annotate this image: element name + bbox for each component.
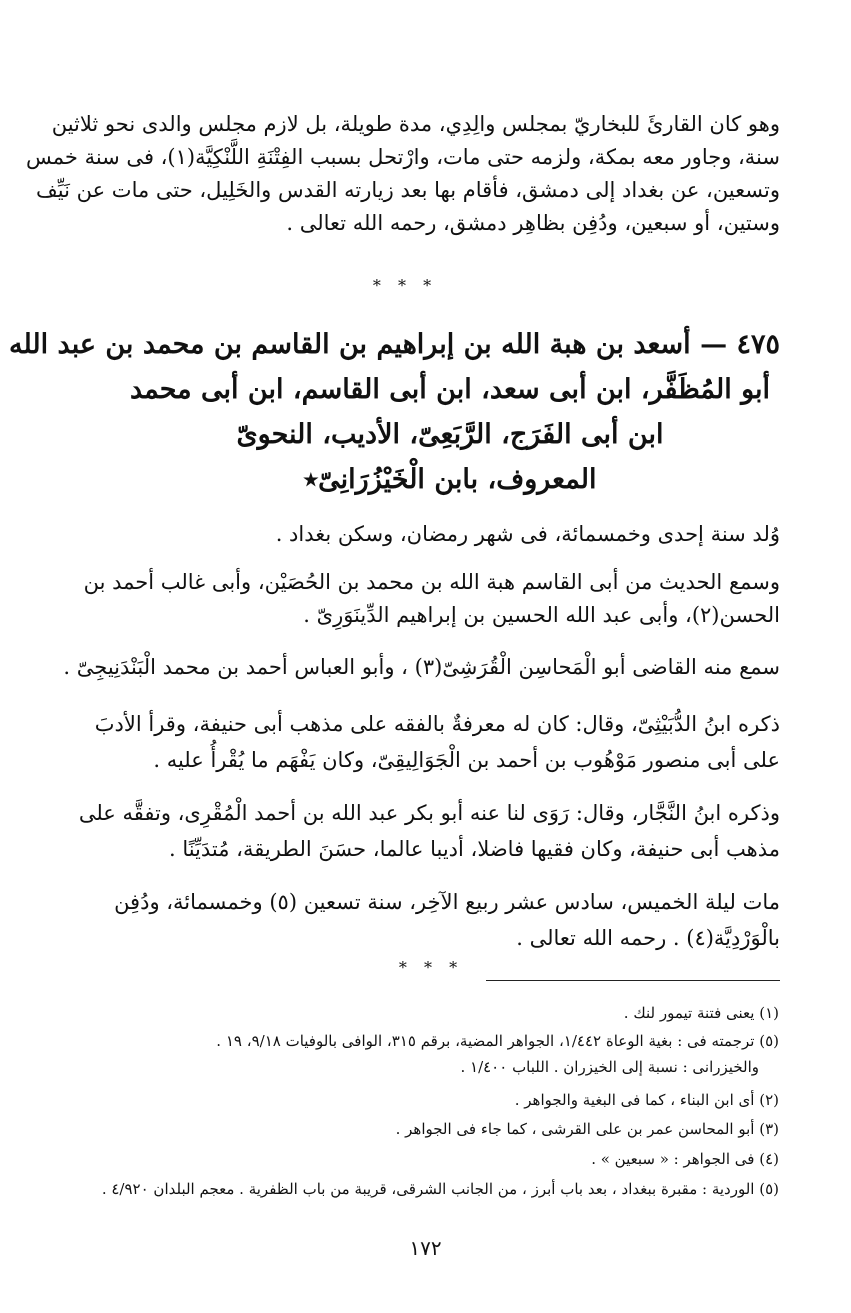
paragraph-birth (80, 518, 780, 551)
footnote: (٥) الوردية : مقبرة ببغداد ، بعد باب أبرز ، من الجانب الشرقى، قريبة من باب الظفرية . معجم البلدان ٤/٩٢٠ . (101, 1180, 779, 1198)
paragraph-hadith (80, 566, 780, 632)
text-line: على أبى منصور مَوْهُوب بن أحمد بن الْجَوَالِيقِىّ، وكان يَفْهَم ما يُقْرأُ عليه . (153, 748, 780, 772)
paragraph-continuation (26, 108, 780, 240)
page-number: ١٧٢ (409, 1236, 442, 1260)
text-line: وتسعين، عن بغداد إلى دمشق، فأقام بها بعد زيارته القدس والخَلِيل، حتى مات عن نَيِّف (36, 178, 780, 202)
footnote: (٣) أبو المحاسن عمر بن على القرشى ، كما جاء فى الجواهر . (395, 1120, 779, 1138)
footnote: (٢) أى ابن البناء ، كما فى البغية والجواهر . (514, 1091, 779, 1109)
text-line: وذكره ابنُ النَّجَّار، وقال: رَوَى لنا عنه أبو بكر عبد الله بن أحمد الْمُقْرِى، وتفقَّه على (78, 801, 780, 825)
footnote: (٥) ترجمته فى : بغية الوعاة ١/٤٤٢، الجواهر المضية، برقم ٣١٥، الوافى بالوفيات ٩/١٨، ١٩ . (216, 1032, 779, 1050)
footnote: (٤) فى الجواهر : « سبعين » . (591, 1150, 779, 1168)
entry-heading-line: أبو المُظَفَّر، ابن أبى سعد، ابن أبى القاسم، ابن أبى محمد (129, 374, 771, 405)
entry-heading-line: ابن أبى الفَرَج، الرَّبَعِىّ، الأديب، النحوىّ (236, 419, 664, 450)
section-separator: * * * (398, 958, 464, 977)
footnote-rule (486, 980, 780, 981)
footnote: (١) يعنى فتنة تيمور لنك . (623, 1004, 779, 1022)
text-line: مات ليلة الخميس، سادس عشر ربيع الآخِر، سنة تسعين (٥) وخمسمائة، ودُفِن (114, 890, 780, 914)
entry-heading-line: المعروف، بابن الْخَيْزُرَانِىّ٭ (303, 464, 597, 495)
text-line: سمع منه القاضى أبو الْمَحاسِن الْقُرَشِىّ(٣) ، وأبو العباس أحمد بن محمد الْبَنْدَنِيجِىّ . (63, 655, 780, 679)
entry-heading-line: ٤٧٥ — أسعد بن هبة الله بن إبراهيم بن القاسم بن محمد بن عبد الله (9, 329, 780, 360)
text-line: وسمع الحديث من أبى القاسم هبة الله بن محمد بن الحُصَيْن، وأبى غالب أحمد بن (83, 570, 780, 594)
paragraph-najjar (80, 795, 780, 867)
text-line: الحسن(٢)، وأبى عبد الله الحسين بن إبراهيم الدِّينَوَرِىّ . (303, 603, 780, 627)
text-line: وستين، أو سبعين، ودُفِن بظاهِر دمشق، رحمه الله تعالى . (286, 211, 780, 235)
paragraph-heard-from (63, 651, 780, 684)
footnote: والخيزرانى : نسبة إلى الخيزران . اللباب ١/٤٠٠ . (460, 1058, 759, 1076)
text-line: ذكره ابنُ الدُّبَيْثِىّ، وقال: كان له معرفةٌ بالفقه على مذهب أبى حنيفة، وقرأ الأدبَ (94, 712, 780, 736)
entry-heading (9, 322, 780, 502)
text-line: بالْوَرْدِيَّة(٤) . رحمه الله تعالى . (516, 926, 780, 950)
text-line: وُلد سنة إحدى وخمسمائة، فى شهر رمضان، وسكن بغداد . (275, 522, 780, 546)
paragraph-death (80, 884, 780, 956)
text-line: وهو كان القارئَ للبخاريّ بمجلس والِدِي، مدة طويلة، بل لازم مجلس والدى نحو ثلاثين (51, 112, 780, 136)
text-line: مذهب أبى حنيفة، وكان فقيها فاضلا، أديبا عالما، حسَنَ الطريقة، مُتدَيِّنًا . (168, 837, 780, 861)
section-separator: * * * (372, 276, 438, 295)
text-line: سنة، وجاور معه بمكة، ولزمه حتى مات، وارْتحل بسبب الفِتْنَةِ اللَّنْكِيَّة(١)، فى سنة خمس (26, 145, 780, 169)
paragraph-dubaythi (80, 706, 780, 778)
